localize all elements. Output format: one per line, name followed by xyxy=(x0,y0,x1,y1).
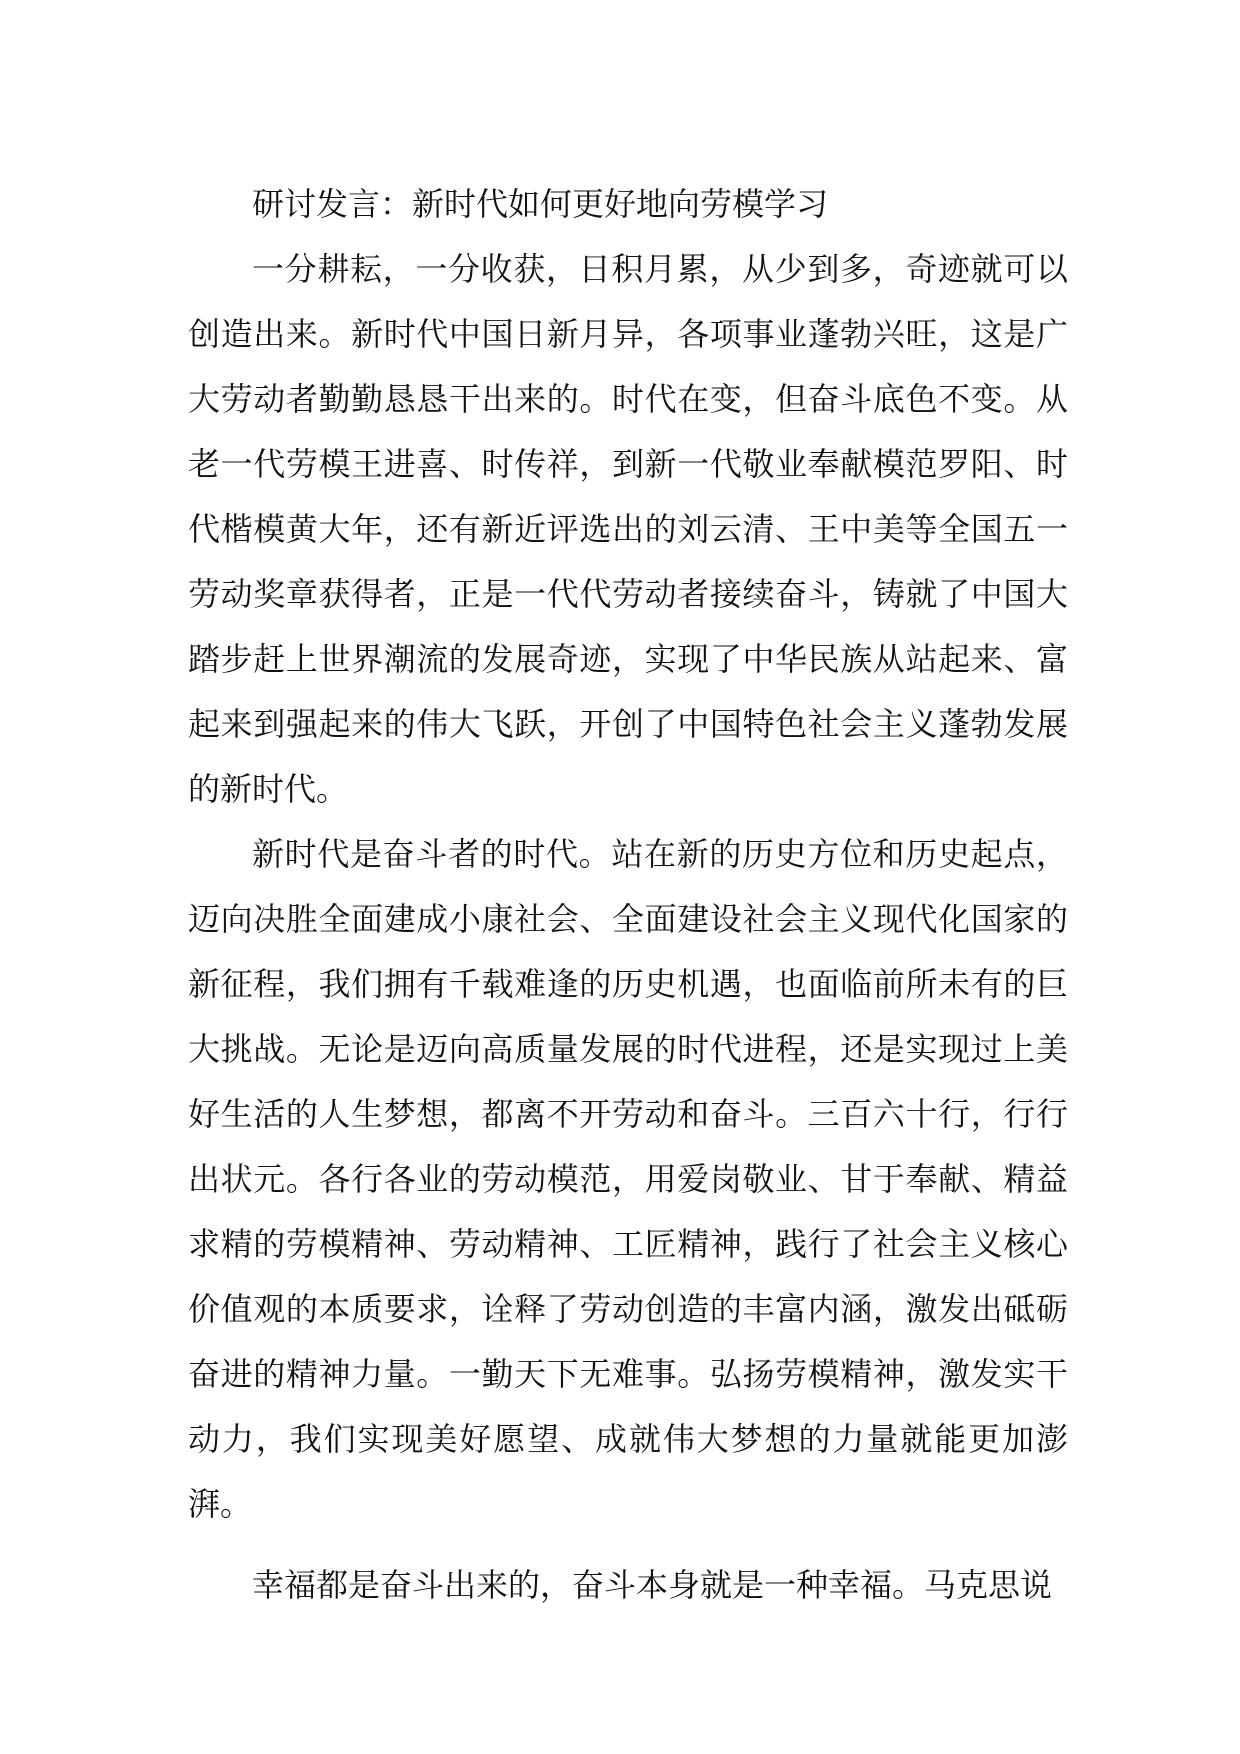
paragraph-2: 新时代是奋斗者的时代。站在新的历史方位和历史起点，迈向决胜全面建成小康社会、全面建设社会主义现代化国家的新征程，我们拥有千载难逢的历史机遇，也面临前所未有的巨大挑战。无论是迈向高质量发展的时代进程，还是实现过上美好生活的人生梦想，都离不开劳动和奋斗。三百六十行，行行出状元。各行各业的劳动模范，用爱岗敬业、甘于奉献、精益求精的劳模精神、劳动精神、工匠精神，践行了社会主义核心价值观的本质要求，诠释了劳动创造的丰富内涵，激发出砥砺奋进的精神力量。一勤天下无难事。弘扬劳模精神，激发实干动力，我们实现美好愿望、成就伟大梦想的力量就能更加澎湃。 xyxy=(188,835,1068,1523)
document-title: 研讨发言：新时代如何更好地向劳模学习 xyxy=(252,185,829,223)
paragraph-1: 一分耕耘，一分收获，日积月累，从少到多，奇迹就可以创造出来。新时代中国日新月异，各项事业蓬勃兴旺，这是广大劳动者勤勤恳恳干出来的。时代在变，但奋斗底色不变。从老一代劳模王进喜、时传祥，到新一代敬业奉献模范罗阳、时代楷模黄大年，还有新近评选出的刘云清、王中美等全国五一劳动奖章获得者，正是一代代劳动者接续奋斗，铸就了中国大踏步赶上世界潮流的发展奇迹，实现了中华民族从站起来、富起来到强起来的伟大飞跃，开创了中国特色社会主义蓬勃发展的新时代。 xyxy=(188,250,1068,808)
paragraph-3: 幸福都是奋斗出来的，奋斗本身就是一种幸福。马克思说 xyxy=(252,1566,1053,1604)
document-body xyxy=(188,172,1068,1618)
